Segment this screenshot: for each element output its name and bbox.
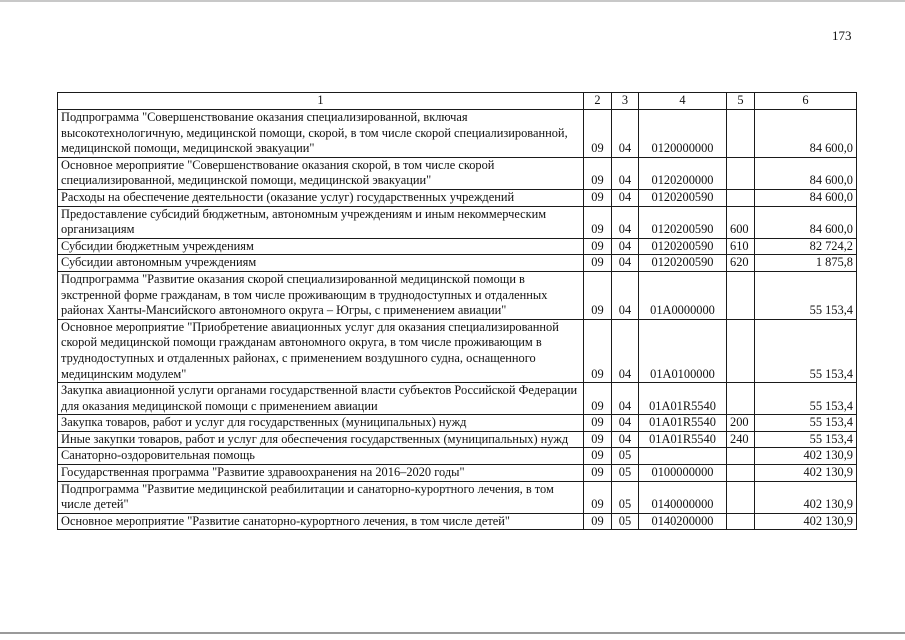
row-section-cell: 09 xyxy=(584,465,612,482)
table-row xyxy=(58,448,857,465)
row-subsection-cell: 04 xyxy=(612,206,639,238)
row-target-article-cell: 0120200590 xyxy=(639,238,727,255)
row-target-article-cell: 0140200000 xyxy=(639,513,727,530)
row-subsection-cell: 04 xyxy=(612,110,639,158)
row-target-article-cell xyxy=(639,448,727,465)
table-row xyxy=(58,319,857,382)
row-name-cell: Субсидии бюджетным учреждениям xyxy=(58,238,584,255)
row-expense-type-cell xyxy=(727,465,755,482)
row-target-article-cell: 0120200590 xyxy=(639,206,727,238)
row-target-article-cell: 0100000000 xyxy=(639,465,727,482)
row-subsection-cell: 04 xyxy=(612,431,639,448)
column-header-6: 6 xyxy=(755,93,857,110)
row-name-cell: Подпрограмма "Развитие оказания скорой специализированной медицинской помощи в экстренной форме гражданам, в том числе проживающим в труднодоступных и отдаленных районах Ханты-Мансийского автономного округа – Югры, с применением авиации" xyxy=(58,271,584,319)
column-header-1: 1 xyxy=(58,93,584,110)
row-amount-cell: 55 153,4 xyxy=(755,383,857,415)
row-expense-type-cell: 200 xyxy=(727,415,755,432)
row-amount-cell: 402 130,9 xyxy=(755,448,857,465)
budget-table xyxy=(57,92,857,530)
row-expense-type-cell: 240 xyxy=(727,431,755,448)
row-name-cell: Расходы на обеспечение деятельности (оказание услуг) государственных учреждений xyxy=(58,189,584,206)
row-section-cell: 09 xyxy=(584,431,612,448)
row-name-cell: Подпрограмма "Совершенствование оказания специализированной, включая высокотехнологичную, медицинской помощи, скорой, в том числе скорой специализированной, медицинской помощи, медицинской эвакуации" xyxy=(58,110,584,158)
table-row xyxy=(58,157,857,189)
row-amount-cell: 82 724,2 xyxy=(755,238,857,255)
row-subsection-cell: 05 xyxy=(612,513,639,530)
column-header-4: 4 xyxy=(639,93,727,110)
row-amount-cell: 1 875,8 xyxy=(755,255,857,272)
row-amount-cell: 402 130,9 xyxy=(755,513,857,530)
row-subsection-cell: 04 xyxy=(612,238,639,255)
row-amount-cell: 55 153,4 xyxy=(755,415,857,432)
row-amount-cell: 402 130,9 xyxy=(755,465,857,482)
top-edge-line xyxy=(0,0,905,2)
row-expense-type-cell: 610 xyxy=(727,238,755,255)
table-row xyxy=(58,513,857,530)
row-subsection-cell: 04 xyxy=(612,157,639,189)
table-row xyxy=(58,383,857,415)
table-row xyxy=(58,481,857,513)
row-name-cell: Закупка товаров, работ и услуг для государственных (муниципальных) нужд xyxy=(58,415,584,432)
row-expense-type-cell xyxy=(727,157,755,189)
row-subsection-cell: 04 xyxy=(612,415,639,432)
row-expense-type-cell: 600 xyxy=(727,206,755,238)
row-section-cell: 09 xyxy=(584,189,612,206)
row-expense-type-cell: 620 xyxy=(727,255,755,272)
row-section-cell: 09 xyxy=(584,206,612,238)
row-subsection-cell: 05 xyxy=(612,481,639,513)
row-name-cell: Государственная программа "Развитие здравоохранения на 2016–2020 годы" xyxy=(58,465,584,482)
row-target-article-cell: 01А01R5540 xyxy=(639,415,727,432)
row-name-cell: Основное мероприятие "Развитие санаторно-курортного лечения, в том числе детей" xyxy=(58,513,584,530)
row-expense-type-cell xyxy=(727,513,755,530)
row-subsection-cell: 04 xyxy=(612,383,639,415)
row-section-cell: 09 xyxy=(584,255,612,272)
row-name-cell: Иные закупки товаров, работ и услуг для обеспечения государственных (муниципальных) нужд xyxy=(58,431,584,448)
table-header-row xyxy=(58,93,857,110)
row-target-article-cell: 0120200000 xyxy=(639,157,727,189)
row-amount-cell: 84 600,0 xyxy=(755,110,857,158)
row-expense-type-cell xyxy=(727,481,755,513)
row-amount-cell: 84 600,0 xyxy=(755,189,857,206)
bottom-edge-line xyxy=(0,632,905,634)
row-section-cell: 09 xyxy=(584,513,612,530)
row-subsection-cell: 04 xyxy=(612,189,639,206)
row-subsection-cell: 04 xyxy=(612,255,639,272)
column-header-2: 2 xyxy=(584,93,612,110)
row-expense-type-cell xyxy=(727,189,755,206)
row-name-cell: Основное мероприятие "Приобретение авиационных услуг для оказания специализированной скорой медицинской помощи гражданам автономного округа, в том числе проживающим в труднодоступных и отдаленных районах, с применением воздушного судна, оснащенного медицинским модулем" xyxy=(58,319,584,382)
table-row xyxy=(58,431,857,448)
row-name-cell: Закупка авиационной услуги органами государственной власти субъектов Российской Федерации для оказания медицинской помощи с применением авиации xyxy=(58,383,584,415)
row-section-cell: 09 xyxy=(584,319,612,382)
row-section-cell: 09 xyxy=(584,271,612,319)
row-section-cell: 09 xyxy=(584,415,612,432)
row-name-cell: Подпрограмма "Развитие медицинской реабилитации и санаторно-курортного лечения, в том числе детей" xyxy=(58,481,584,513)
row-name-cell: Санаторно-оздоровительная помощь xyxy=(58,448,584,465)
table-row xyxy=(58,415,857,432)
page-number: 173 xyxy=(832,28,852,43)
row-name-cell: Предоставление субсидий бюджетным, автономным учреждениям и иным некоммерческим организациям xyxy=(58,206,584,238)
table-row xyxy=(58,255,857,272)
table-row xyxy=(58,206,857,238)
table-row xyxy=(58,465,857,482)
row-amount-cell: 55 153,4 xyxy=(755,431,857,448)
row-expense-type-cell xyxy=(727,383,755,415)
row-target-article-cell: 0120000000 xyxy=(639,110,727,158)
row-expense-type-cell xyxy=(727,271,755,319)
row-expense-type-cell xyxy=(727,448,755,465)
row-amount-cell: 55 153,4 xyxy=(755,319,857,382)
row-target-article-cell: 0140000000 xyxy=(639,481,727,513)
table-row xyxy=(58,271,857,319)
row-target-article-cell: 0120200590 xyxy=(639,255,727,272)
row-amount-cell: 84 600,0 xyxy=(755,157,857,189)
row-target-article-cell: 01А01R5540 xyxy=(639,383,727,415)
row-section-cell: 09 xyxy=(584,383,612,415)
row-expense-type-cell xyxy=(727,319,755,382)
row-expense-type-cell xyxy=(727,110,755,158)
column-header-5: 5 xyxy=(727,93,755,110)
row-section-cell: 09 xyxy=(584,238,612,255)
row-section-cell: 09 xyxy=(584,157,612,189)
row-name-cell: Основное мероприятие "Совершенствование оказания скорой, в том числе скорой специализированной, медицинской помощи, медицинской эвакуации" xyxy=(58,157,584,189)
table-body xyxy=(58,110,857,530)
table-row xyxy=(58,189,857,206)
row-section-cell: 09 xyxy=(584,448,612,465)
row-target-article-cell: 01А0000000 xyxy=(639,271,727,319)
row-amount-cell: 84 600,0 xyxy=(755,206,857,238)
row-subsection-cell: 04 xyxy=(612,271,639,319)
row-target-article-cell: 01А0100000 xyxy=(639,319,727,382)
row-target-article-cell: 0120200590 xyxy=(639,189,727,206)
table-row xyxy=(58,110,857,158)
row-subsection-cell: 04 xyxy=(612,319,639,382)
row-amount-cell: 402 130,9 xyxy=(755,481,857,513)
row-name-cell: Субсидии автономным учреждениям xyxy=(58,255,584,272)
row-subsection-cell: 05 xyxy=(612,448,639,465)
row-section-cell: 09 xyxy=(584,481,612,513)
row-section-cell: 09 xyxy=(584,110,612,158)
row-amount-cell: 55 153,4 xyxy=(755,271,857,319)
table-row xyxy=(58,238,857,255)
column-header-3: 3 xyxy=(612,93,639,110)
row-subsection-cell: 05 xyxy=(612,465,639,482)
row-target-article-cell: 01А01R5540 xyxy=(639,431,727,448)
